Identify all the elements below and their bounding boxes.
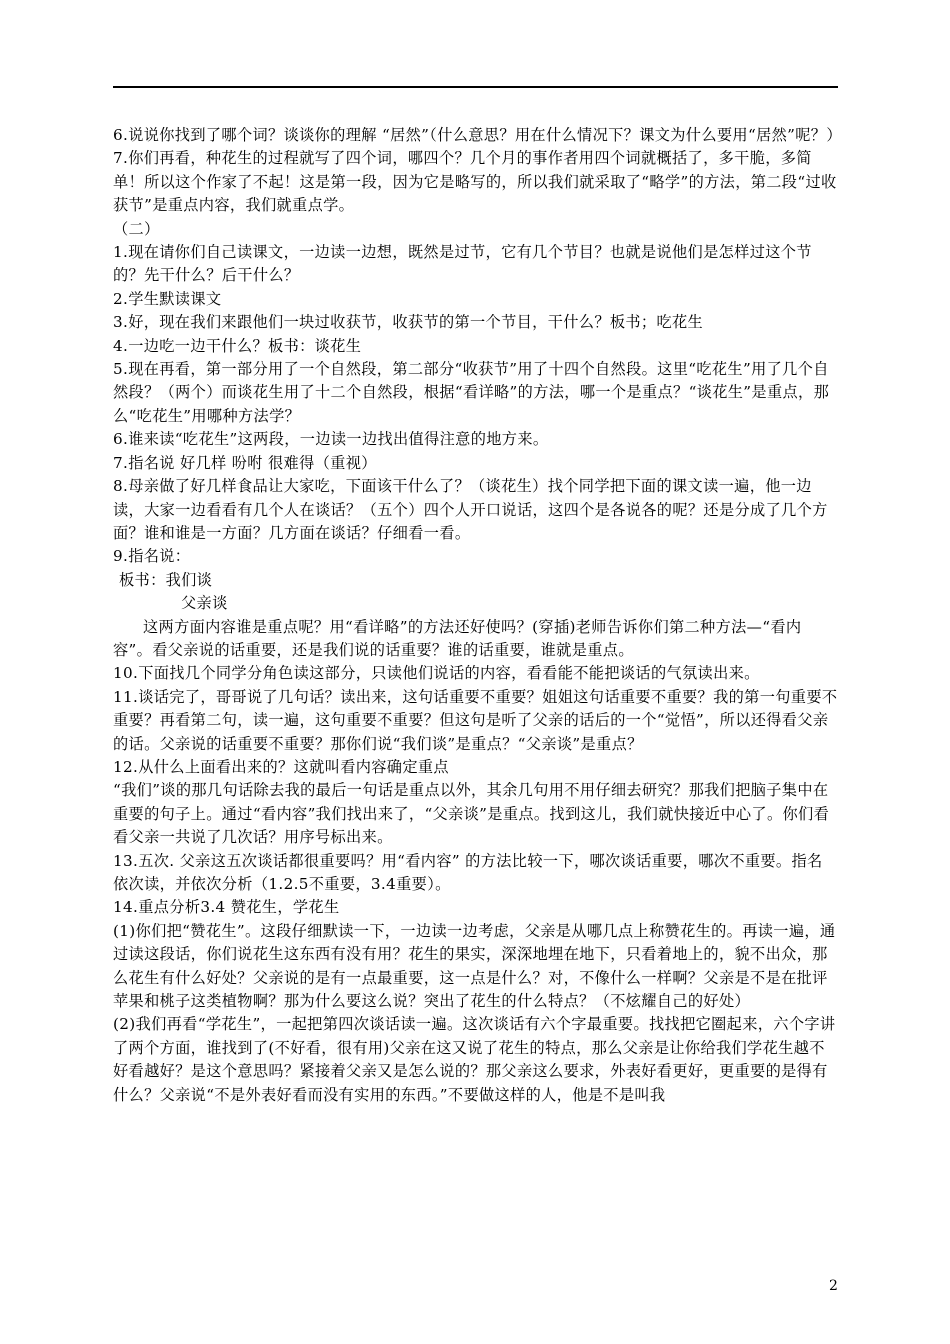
paragraph: 2.学生默读课文	[113, 289, 222, 308]
paragraph: 11.谈话完了，哥哥说了几句话？读出来，这句话重要不重要？姐姐这句话重要不重要？我的第一句重要不重要？再看第二句，读一遍，这句重要不重要？但这句是听了父亲的话后的一个“觉悟”，所以还得看父亲的话。父亲说的话重要不重要？那你们说“我们谈”是重点？“父亲谈”是重点？	[113, 687, 838, 753]
paragraph: 13.五次. 父亲这五次谈话都很重要吗？用“看内容” 的方法比较一下，哪次谈话重要，哪次不重要。指名依次读，并依次分析（1.2.5不重要，3.4重要）。	[113, 851, 823, 893]
paragraph: 14.重点分析3.4 赞花生，学花生	[113, 898, 340, 917]
paragraph: 9.指名说：	[113, 547, 191, 566]
paragraph: 4.一边吃一边干什么？板书：谈花生	[113, 336, 362, 355]
paragraph: (2)我们再看“学花生”，一起把第四次谈话读一遍。这次谈话有六个字最重要。找找把它圈起来，六个字讲了两个方面，谁找到了(不好看，很有用)父亲在这又说了花生的特点，那么父亲是让你给我们学花生越不好看越好？是这个意思吗？紧接着父亲又是怎么说的？那父亲这么要求，外表好看更好，更重要的是得有什么？父亲说“不是外表好看而没有实用的东西。”不要做这样的人，他是不是叫我	[113, 1015, 836, 1104]
paragraph: 3.好，现在我们来跟他们一块过收获节，收获节的第一个节目，干什么？板书；吃花生	[113, 313, 704, 332]
header-rule	[113, 86, 838, 88]
blackboard-line: 父亲谈	[181, 594, 228, 613]
paragraph: 12.从什么上面看出来的？这就叫看内容确定重点	[113, 757, 449, 776]
paragraph: 8.母亲做了好几样食品让大家吃，下面该干什么了？（谈花生）找个同学把下面的课文读一遍，他一边读，大家一边看看有几个人在谈话？（五个）四个人开口说话，这四个是各说各的呢？还是分成了几个方面？谁和谁是一方面？几方面在谈话？仔细看一看。	[113, 477, 828, 542]
paragraph: 7.指名说 好几样 吩咐 很难得（重视）	[113, 453, 377, 472]
paragraph: 10.下面找几个同学分角色读这部分，只读他们说话的内容，看看能不能把谈话的气氛读出来。	[113, 664, 760, 683]
paragraph: 5.现在再看，第一部分用了一个自然段，第二部分“收获节”用了十四个自然段。这里“吃花生”用了几个自然段？（两个）而谈花生用了十二个自然段，根据“看详略”的方法，哪一个是重点？“谈花生”是重点，那么“吃花生”用哪种方法学？	[113, 360, 830, 425]
paragraph: 7.你们再看，种花生的过程就写了四个词，哪四个？几个月的事作者用四个词就概括了，多干脆，多简单！所以这个作家了不起！这是第一段，因为它是略写的，所以我们就采取了“略学”的方法，第二段“过收获节”是重点内容，我们就重点学。	[113, 149, 837, 215]
paragraph: 6.谁来读“吃花生”这两段，一边读一边找出值得注意的地方来。	[113, 430, 549, 449]
document-body	[113, 124, 842, 1107]
paragraph: (1)你们把“赞花生”。这段仔细默读一下，一边读一边考虑，父亲是从哪几点上称赞花生的。再读一遍，通过读这段话，你们说花生这东西有没有用？花生的果实，深深地埋在地下，只看着地上的，貌不出众，那么花生有什么好处？父亲说的是有一点最重要，这一点是什么？对，不像什么一样啊？父亲是不是在批评苹果和桃子这类植物啊？那为什么要这么说？突出了花生的什么特点？（不炫耀自己的好处）	[113, 921, 836, 1011]
section-heading: （二）	[113, 219, 160, 238]
blackboard-line: 板书：我们谈	[119, 570, 213, 589]
paragraph: “我们”谈的那几句话除去我的最后一句话是重点以外，其余几句用不用仔细去研究？那我们把脑子集中在重要的句子上。通过“看内容”我们找出来了，“父亲谈”是重点。找到这儿，我们就快接近中心了。你们看看父亲一共说了几次话？用序号标出来。	[113, 781, 830, 847]
page-number: 2	[829, 1278, 838, 1294]
paragraph: 这两方面内容谁是重点呢？用“看详略”的方法还好使吗？(穿插)老师告诉你们第二种方法—“看内容”。看父亲说的话重要，还是我们说的话重要？谁的话重要，谁就是重点。	[113, 617, 802, 659]
paragraph: 6.说说你找到了哪个词？谈谈你的理解 “居然”（什么意思？用在什么情况下？课文为什么要用“居然”呢？）	[113, 126, 842, 144]
paragraph: 1.现在请你们自己读课文，一边读一边想，既然是过节，它有几个节目？也就是说他们是怎样过这个节的？先干什么？后干什么？	[113, 243, 812, 285]
